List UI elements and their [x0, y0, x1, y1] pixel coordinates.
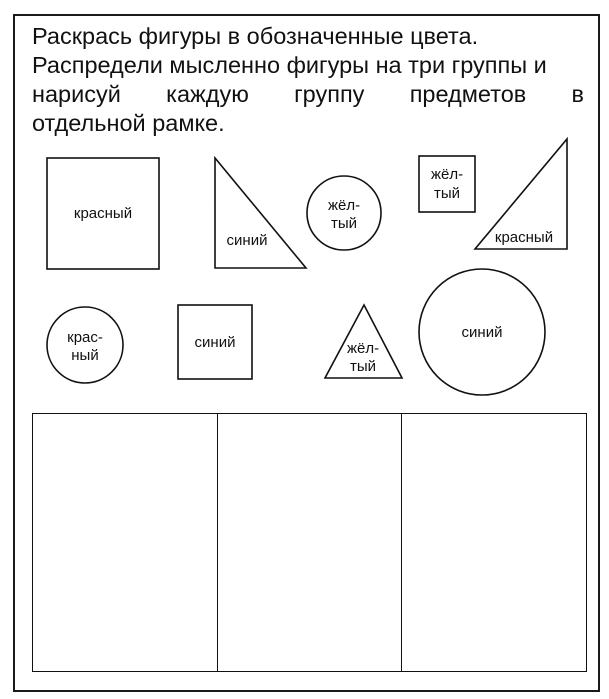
shape-label: красный — [494, 229, 554, 246]
shape-label: жёл- — [346, 340, 380, 357]
shape-label: тый — [349, 358, 377, 375]
shape-square-blue[interactable] — [178, 305, 252, 379]
shape-triangle-yellow[interactable] — [325, 305, 402, 378]
shape-label: крас- — [67, 329, 103, 346]
instruction-line-1: Раскрась фигуры в обозначенные цвета. — [32, 23, 479, 49]
shape-label: жёл- — [327, 197, 361, 214]
shape-triangle-blue[interactable] — [215, 158, 306, 268]
shape-square-yellow[interactable] — [419, 156, 475, 212]
instruction-word: группу — [294, 81, 365, 107]
shape-label: тый — [330, 215, 358, 232]
shape-label: ный — [71, 347, 99, 364]
shape-circle-yellow[interactable] — [307, 176, 381, 250]
shape-label: красный — [73, 205, 133, 222]
shape-circle-red[interactable] — [47, 307, 123, 383]
shape-label: синий — [226, 232, 268, 249]
instruction-word: предметов — [409, 81, 527, 107]
answer-frame-1[interactable] — [33, 414, 218, 671]
shape-label: тый — [433, 185, 461, 202]
shape-label: синий — [461, 324, 503, 341]
shape-square-red[interactable] — [47, 158, 159, 269]
answer-frame-3[interactable] — [402, 414, 586, 671]
shape-circle-blue[interactable] — [419, 269, 545, 395]
answer-frames — [32, 413, 587, 672]
answer-frame-2[interactable] — [218, 414, 403, 671]
shape-label: жёл- — [430, 166, 464, 183]
instruction-word: нарисуй — [32, 81, 121, 107]
instruction-line-4: отдельной рамке. — [32, 110, 225, 136]
instruction-word: в — [571, 81, 584, 107]
shape-label: синий — [194, 334, 236, 351]
instruction-word: каждую — [166, 81, 249, 107]
shape-triangle-red[interactable] — [475, 139, 567, 249]
instruction-line-2: Распредели мысленно фигуры на три группы и — [32, 52, 547, 78]
